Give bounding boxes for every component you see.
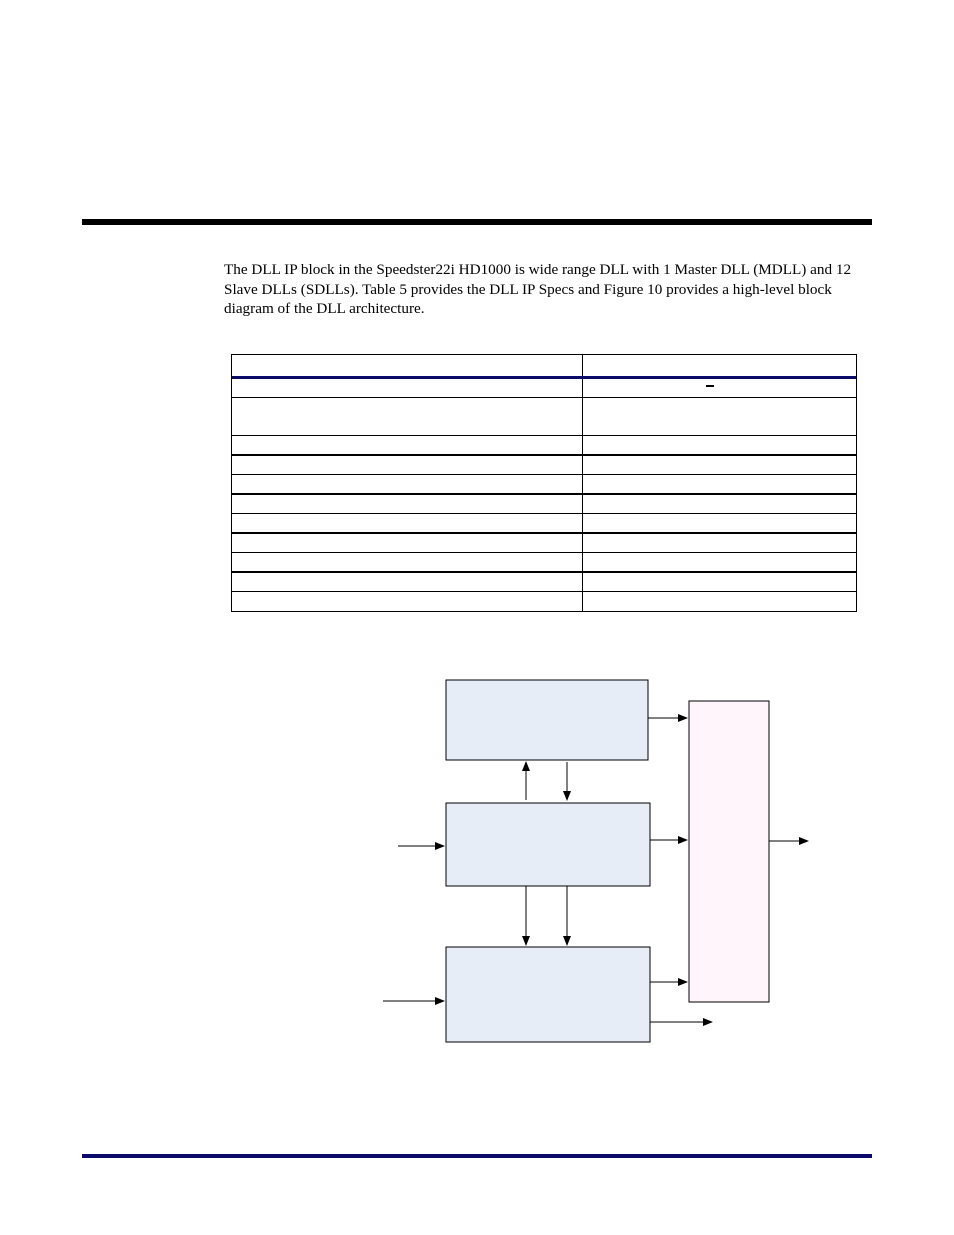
top-block xyxy=(446,680,648,760)
footer-rule xyxy=(82,1154,872,1158)
middle-block xyxy=(446,803,650,886)
output-mux-block xyxy=(689,701,769,1002)
bottom-block xyxy=(446,947,650,1042)
intro-paragraph: The DLL IP block in the Speedster22i HD1000 is wide range DLL with 1 Master DLL (MDLL) and 12 Slave DLLs (SDLLs). Table 5 provides the DLL IP Specs and Figure 10 provides a high-level block diagram of the DLL architecture. xyxy=(224,261,852,317)
